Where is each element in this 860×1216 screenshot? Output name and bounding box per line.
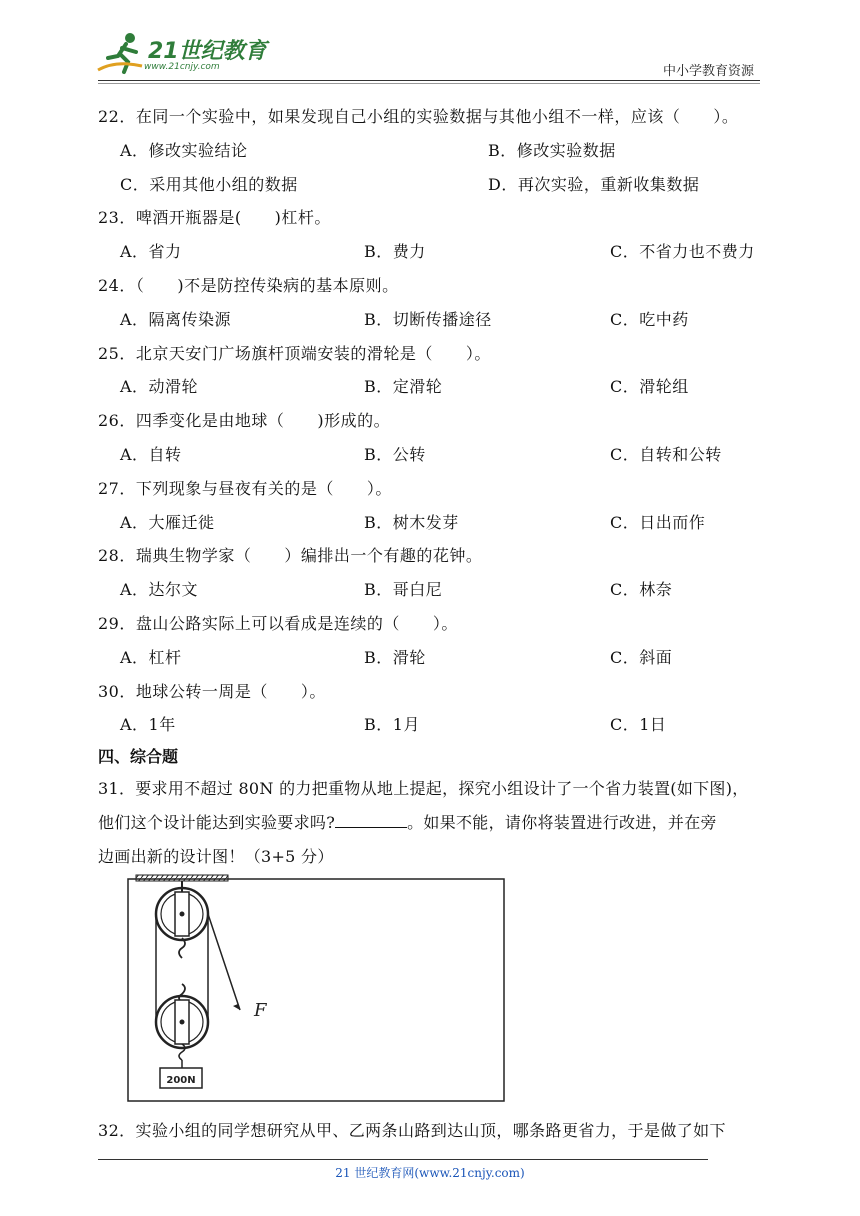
- option: A．修改实验结论: [120, 140, 248, 160]
- option: A．大雁迁徙: [120, 512, 215, 532]
- option: C．林奈: [610, 580, 673, 600]
- runner-logo-icon: [96, 30, 146, 76]
- option: C．自转和公转: [610, 444, 722, 464]
- pulley-diagram: [126, 872, 508, 1104]
- option: A．省力: [120, 242, 182, 262]
- answer-blank[interactable]: [335, 809, 407, 828]
- movable-pulley-icon: [156, 996, 208, 1048]
- header-site-label: 中小学教育资源: [662, 64, 754, 79]
- option: A．1年: [120, 715, 176, 735]
- question-31-line-2a: 他们这个设计能达到实验要求吗?: [98, 813, 336, 833]
- option: B．费力: [364, 242, 426, 262]
- question-stem: 22．在同一个实验中，如果发现自己小组的实验数据与其他小组不一样，应该（ ）。: [98, 107, 739, 126]
- option-row: [98, 168, 768, 202]
- option-row: [98, 303, 768, 337]
- question-stem: 28．瑞典生物学家（ ）编排出一个有趣的花钟。: [98, 546, 483, 566]
- question-stem: 23．啤酒开瓶器是( )杠杆。: [98, 208, 331, 228]
- option: A．达尔文: [120, 580, 199, 600]
- question-31-line-3: 边画出新的设计图！（3+5 分）: [98, 847, 334, 867]
- question-stem: 26．四季变化是由地球（ )形成的。: [98, 411, 391, 431]
- option: C．采用其他小组的数据: [120, 174, 298, 194]
- option: C．1日: [610, 715, 667, 735]
- option-row: [98, 641, 768, 675]
- option-row: [98, 438, 768, 472]
- force-label: F: [254, 1000, 267, 1021]
- option: B．定滑轮: [364, 377, 443, 397]
- option: C．斜面: [610, 647, 673, 667]
- option: A．自转: [120, 444, 182, 464]
- ceiling-hatch: [136, 875, 228, 881]
- option: B．哥白尼: [364, 580, 443, 600]
- option-row: [98, 134, 768, 168]
- option: C．日出而作: [610, 512, 706, 532]
- question-stem: 27．下列现象与昼夜有关的是（ ）。: [98, 478, 392, 498]
- question-31-line-1: 31．要求用不超过 80N 的力把重物从地上提起，探究小组设计了一个省力装置(如下图)，: [98, 779, 749, 799]
- fixed-pulley-icon: [156, 888, 208, 940]
- option: C．滑轮组: [610, 377, 689, 397]
- option-row: [98, 506, 768, 540]
- question-31: [98, 772, 768, 874]
- question-list: [98, 100, 768, 874]
- bottom-hook: [179, 1044, 185, 1060]
- question-32: 32．实验小组的同学想研究从甲、乙两条山路到达山顶，哪条路更省力，于是做了如下: [98, 1121, 726, 1140]
- footer-divider: [98, 1159, 708, 1160]
- weight-label: 200N: [166, 1075, 196, 1086]
- option: B．1月: [364, 715, 420, 735]
- option: B．修改实验数据: [488, 140, 616, 160]
- footer-text[interactable]: 21 世纪教育网(www.21cnjy.com): [335, 1166, 525, 1180]
- question-31-line-2: [98, 806, 768, 840]
- question-stem: 25．北京天安门广场旗杆顶端安装的滑轮是（ ）。: [98, 343, 491, 363]
- header-divider-thin: [98, 83, 760, 84]
- page-header: [0, 0, 860, 90]
- option-row: [98, 235, 768, 269]
- option: B．公转: [364, 444, 426, 464]
- option: D．再次实验，重新收集数据: [488, 174, 700, 194]
- header-divider: [98, 80, 760, 81]
- question-stem: 29．盘山公路实际上可以看成是连续的（ ）。: [98, 613, 458, 633]
- option: C．吃中药: [610, 309, 689, 329]
- logo-url: www.21cnjy.com: [144, 62, 220, 72]
- question-stem: 24．（ )不是防控传染病的基本原则。: [98, 275, 399, 295]
- option: B．切断传播途径: [364, 309, 492, 329]
- rope-pull: [208, 914, 240, 1010]
- logo: [96, 30, 266, 78]
- option: B．树木发芽: [364, 512, 459, 532]
- option: A．杠杆: [120, 647, 182, 667]
- question-stem: 30．地球公转一周是（ ）。: [98, 681, 326, 701]
- option-row: [98, 708, 768, 742]
- option: A．隔离传染源: [120, 309, 232, 329]
- option-row: [98, 573, 768, 607]
- logo-text: 21世纪教育: [148, 39, 267, 64]
- option: B．滑轮: [364, 647, 426, 667]
- section-title: 四、综合题: [98, 747, 179, 767]
- option-row: [98, 370, 768, 404]
- question-31-line-2b: 。如果不能，请你将装置进行改进，并在旁: [407, 813, 717, 833]
- option: A．动滑轮: [120, 377, 199, 397]
- option: C．不省力也不费力: [610, 242, 755, 262]
